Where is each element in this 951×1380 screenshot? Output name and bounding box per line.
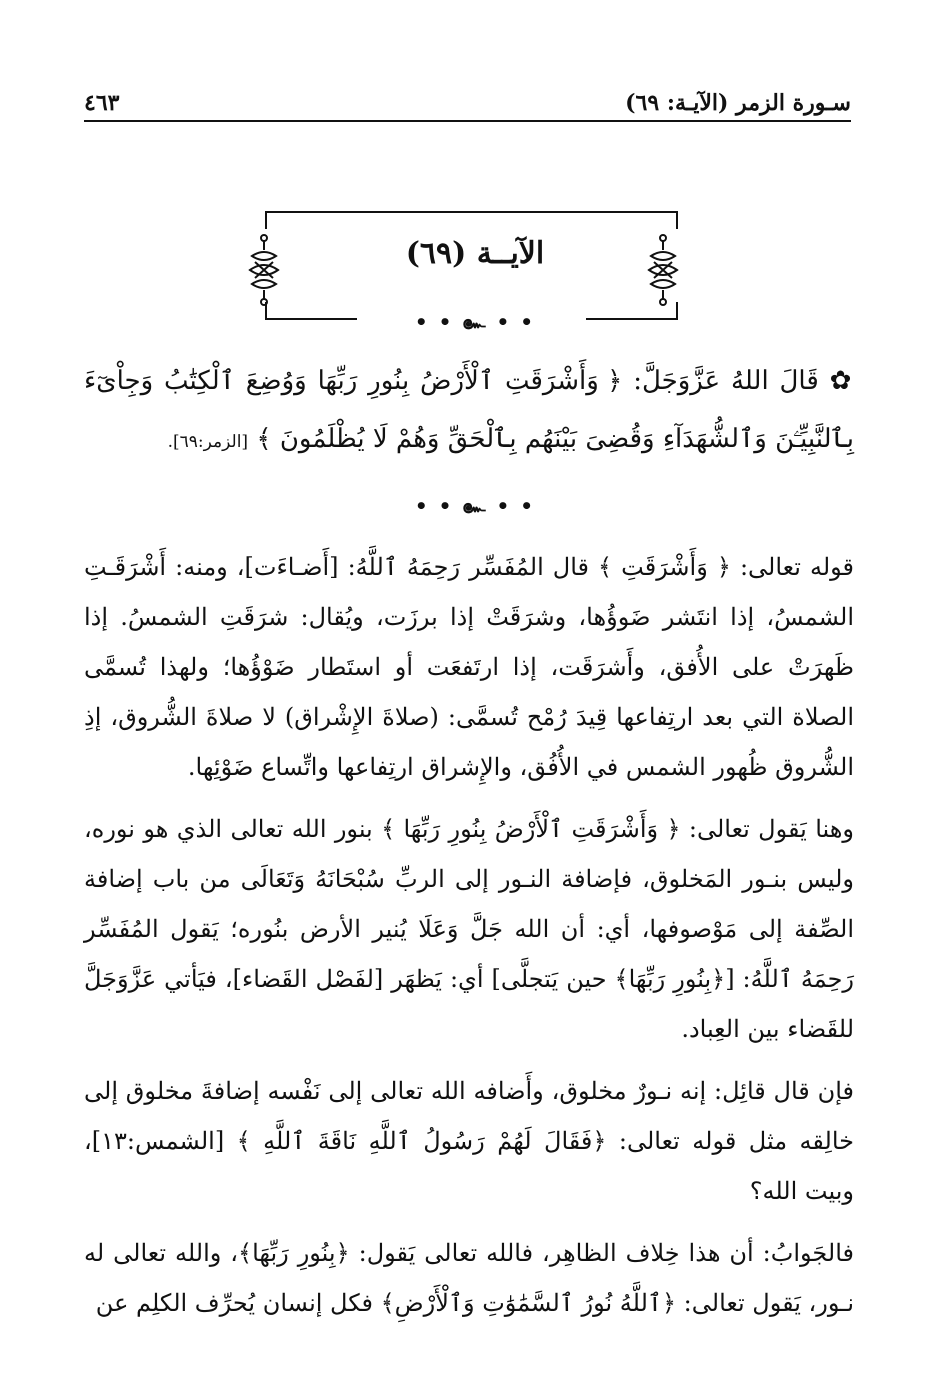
- heading-frame-bottom-right: [586, 318, 678, 320]
- rosette-icon: ✿: [829, 366, 855, 396]
- section-divider: • • ๛ • •: [414, 494, 536, 518]
- knot-ornament-icon: [646, 232, 680, 308]
- verse-heading: الآيــة (٦٩): [405, 236, 545, 271]
- verse-intro: قَالَ اللهُ عَزَّوَجَلَّ:: [633, 366, 819, 396]
- section-divider: • • ๛ • •: [414, 310, 536, 334]
- verse-reference: [الزمر:٦٩].: [167, 432, 249, 452]
- page-header: [84, 78, 851, 122]
- knot-ornament-icon: [247, 232, 281, 308]
- heading-frame-top: [265, 211, 678, 213]
- verse-text: ﴿ وَأَشْرَقَتِ ٱلْأَرْضُ بِنُورِ رَبِّهَا وَوُضِعَ ٱلْكِتَٰبُ وَجِاْىٓءَ بِٱلنَّبِيِّـۧنَ وَٱلشُّهَدَآءِ وَقُضِىَ بَيْنَهُم بِٱلْحَقِّ وَهُمْ لَا يُظْلَمُونَ ﴾: [84, 366, 854, 454]
- commentary-paragraph: وهنا يَقول تعالى: ﴿ وَأَشْرَقَتِ ٱلْأَرْضُ بِنُورِ رَبِّهَا ﴾ بنور الله تعالى الذي هو نوره، وليس بنـور المَخلوق، فإضافة النـور إلى الربِّ سُبْحَانَهُ وَتَعَالَى من باب إضافة الصِّفة إلى مَوْصوفها، أي: أن الله جَلَّ وَعَلَا يُنير الأرض بنُوره؛ يَقول المُفَسِّر رَحِمَهُ ٱللَّهُ: [﴿بِنُورِ رَبِّهَا﴾ حين يَتجلَّى] أي: يَظهَر [لفَصْل القَضاء]، فيَأتي عَزَّوَجَلَّ للقَضاء بين العِباد.: [84, 815, 854, 1043]
- commentary: [84, 542, 854, 1340]
- commentary-paragraph: فالجَوابُ: أن هذا خِلاف الظاهِر، فالله تعالى يَقول: ﴿بِنُورِ رَبِّهَا﴾، والله تعالى له نـور، يَقول تعالى: ﴿ٱللَّهُ نُورُ ٱلسَّمَٰوَٰتِ وَٱلْأَرْضِ﴾ فكل إنسان يُحرِّف الكلِم عن: [84, 1239, 854, 1317]
- running-title: سـورة الزمر (الآيـة: ٦٩): [625, 90, 851, 116]
- quran-verse: [84, 352, 854, 471]
- commentary-paragraph: فإن قال قائِل: إنه نـورٌ مخلوق، وأَضافه الله تعالى إلى نَفْسه إضافةَ مخلوق إلى خالِقه مثل قوله تعالى: ﴿فَقَالَ لَهُمْ رَسُولُ ٱللَّهِ نَاقَةَ ٱللَّهِ ﴾ [الشمس:١٣]، وبيت الله؟: [84, 1077, 854, 1205]
- page-number: ٤٦٣: [84, 90, 120, 116]
- commentary-paragraph: قوله تعالى: ﴿ وَأَشْرَقَتِ ﴾ قال المُفَسِّر رَحِمَهُ ٱللَّهُ: [أَضـاءَت]، ومنه: أَشْرَقَـتِ الشمسُ، إذا انتَشر ضَوؤُها، وشرَقَتْ إذا برزَت، ويُقال: شرَقَتِ الشمسُ. إذا ظَهرَتْ على الأُفق، وأَشرَقَت، إذا ارتَفعَت أو استَطار ضَوْؤُها؛ ولهذا تُسمَّى الصلاة التي بعد ارتِفاعها قِيدَ رُمْح تُسمَّى: (صلاةَ الإِشْراق) لا صلاةَ الشُّروق، إذِ الشُّروق ظُهور الشمس في الأُفُق، والإِشراق ارتِفاعها واتِّساع ضَوْئِها.: [84, 553, 854, 781]
- heading-frame-bottom-left: [265, 318, 357, 320]
